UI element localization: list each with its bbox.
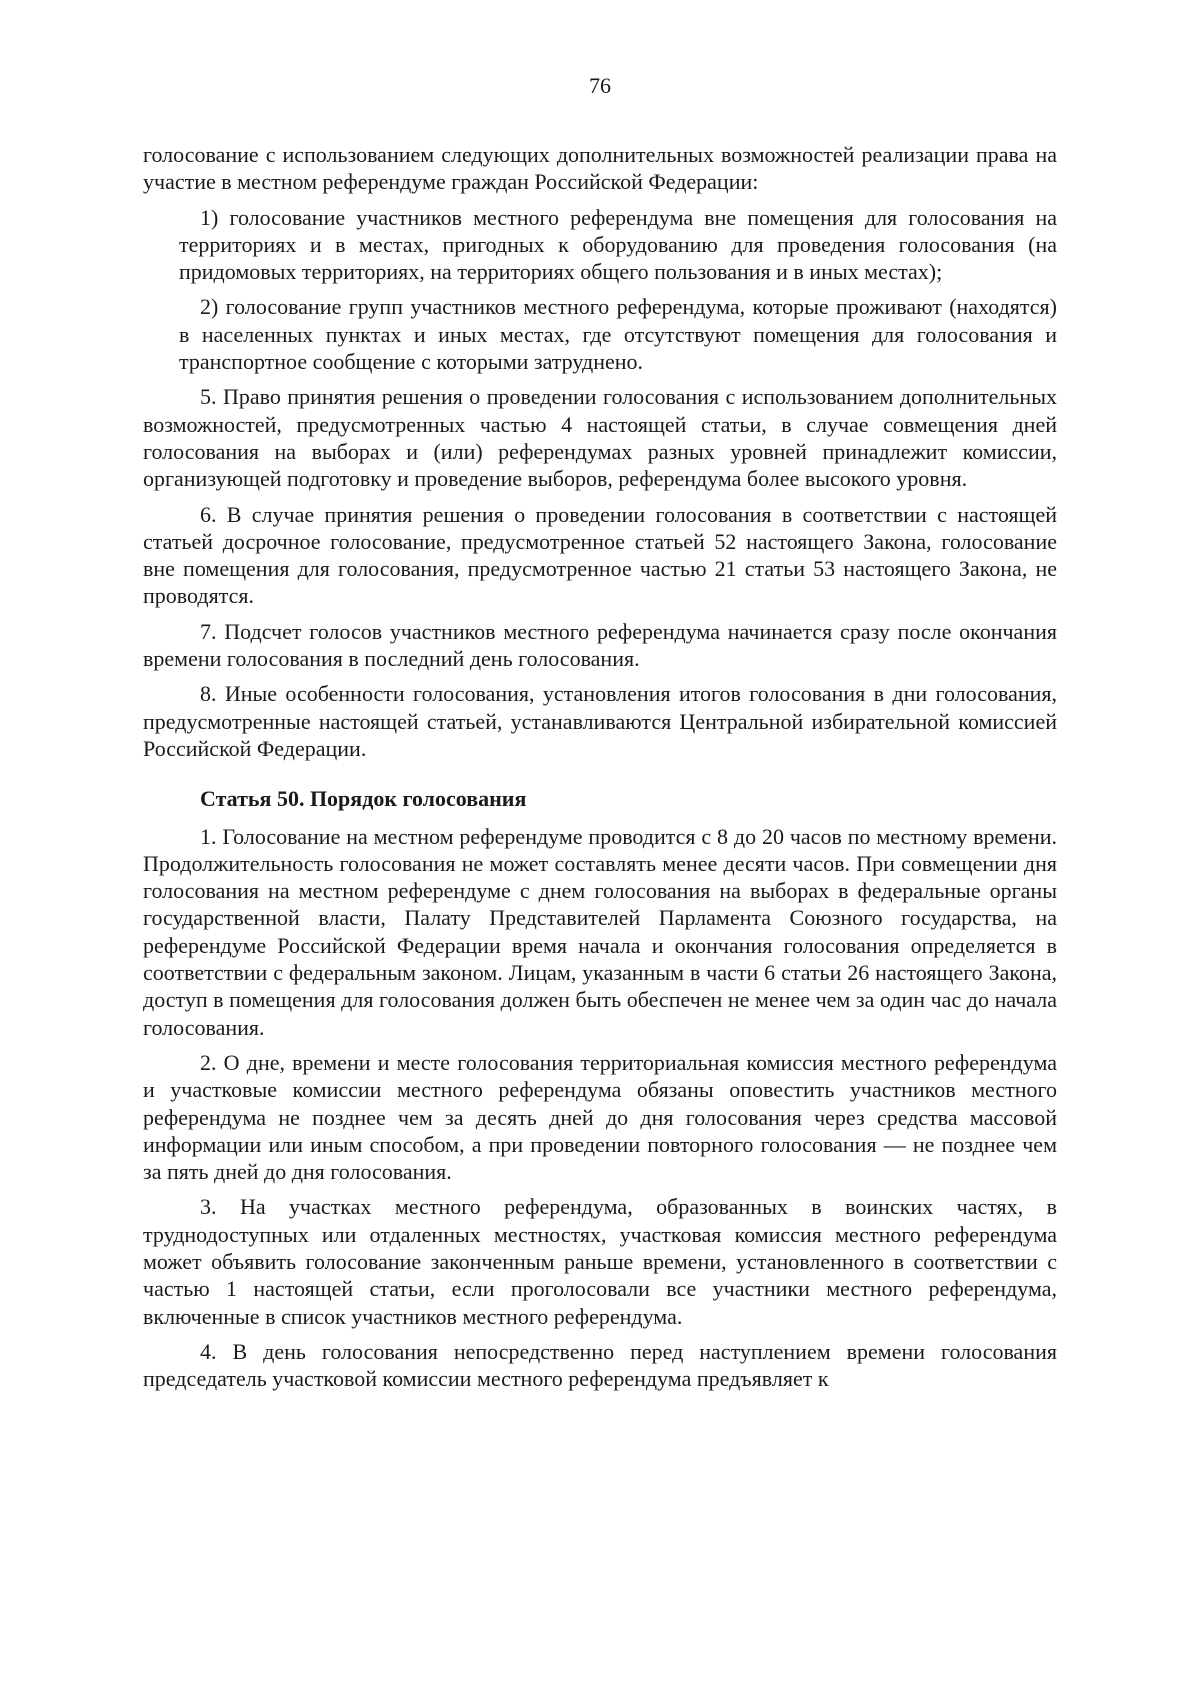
- article-50-paragraph-4: 4. В день голосования непосредственно перед наступлением времени голосования председатель участковой комиссии местного референдума предъявляет к: [143, 1338, 1057, 1392]
- paragraph-8: 8. Иные особенности голосования, установления итогов голосования в дни голосования, предусмотренные настоящей статьей, устанавливаются Центральной избирательной комиссией Российской Федерации.: [143, 681, 1057, 761]
- article-heading: Статья 50. Порядок голосования: [200, 786, 527, 812]
- article-50-paragraph-1: 1. Голосование на местном референдуме проводится с 8 до 20 часов по местному времени. Продолжительность голосования не может составлять менее десяти часов. При совмещении дня голосования на местном референдуме с днем голосования на выборах в федеральные органы государственной власти, Палату Представителей Парламента Союзного государства, на референдуме Российской Федерации время начала и окончания голосования определяется в соответствии с федеральным законом. Лицам, указанным в части 6 статьи 26 настоящего Закона, доступ в помещения для голосования должен быть обеспечен не менее чем за один час до начала голосования.: [143, 823, 1057, 1040]
- paragraph-6: 6. В случае принятия решения о проведении голосования в соответствии с настоящей статьей досрочное голосование, предусмотренное статьей 52 настоящего Закона, голосование вне помещения для голосования, предусмотренное частью 21 статьи 53 настоящего Закона, не проводятся.: [143, 501, 1057, 609]
- article-50-paragraph-3: 3. На участках местного референдума, образованных в воинских частях, в труднодоступных или отдаленных местностях, участковая комиссия местного референдума может объявить голосование законченным раньше времени, установленного в соответствии с частью 1 настоящей статьи, если проголосовали все участники местного референдума, включенные в список участников местного референдума.: [143, 1194, 1057, 1329]
- document-body: [143, 141, 1057, 1400]
- paragraph-7: 7. Подсчет голосов участников местного референдума начинается сразу после окончания времени голосования в последний день голосования.: [143, 618, 1057, 672]
- article-50-paragraph-2: 2. О дне, времени и месте голосования территориальная комиссия местного референдума и участковые комиссии местного референдума обязаны оповестить участников местного референдума не позднее чем за десять дней до дня голосования через средства массовой информации или иным способом, а при проведении повторного голосования — не позднее чем за пять дней до дня голосования.: [143, 1049, 1057, 1185]
- paragraph-5: 5. Право принятия решения о проведении голосования с использованием дополнительных возможностей, предусмотренных частью 4 настоящей статьи, в случае совмещения дней голосования на выборах и (или) референдумах разных уровней принадлежит комиссии, организующей подготовку и проведение выборов, референдума более высокого уровня.: [143, 384, 1057, 492]
- intro-paragraph: голосование с использованием следующих дополнительных возможностей реализации права на участие в местном референдуме граждан Российской Федерации:: [143, 142, 1057, 195]
- sub-item-1: 1) голосование участников местного референдума вне помещения для голосования на территориях и в местах, пригодных к оборудованию для проведения голосования (на придомовых территориях, на территориях общего пользования и в иных местах);: [179, 204, 1057, 285]
- sub-item-2: 2) голосование групп участников местного референдума, которые проживают (находятся) в населенных пунктах и иных местах, где отсутствуют помещения для голосования и транспортное сообщение с которыми затруднено.: [179, 294, 1057, 375]
- page-number: 76: [589, 73, 611, 98]
